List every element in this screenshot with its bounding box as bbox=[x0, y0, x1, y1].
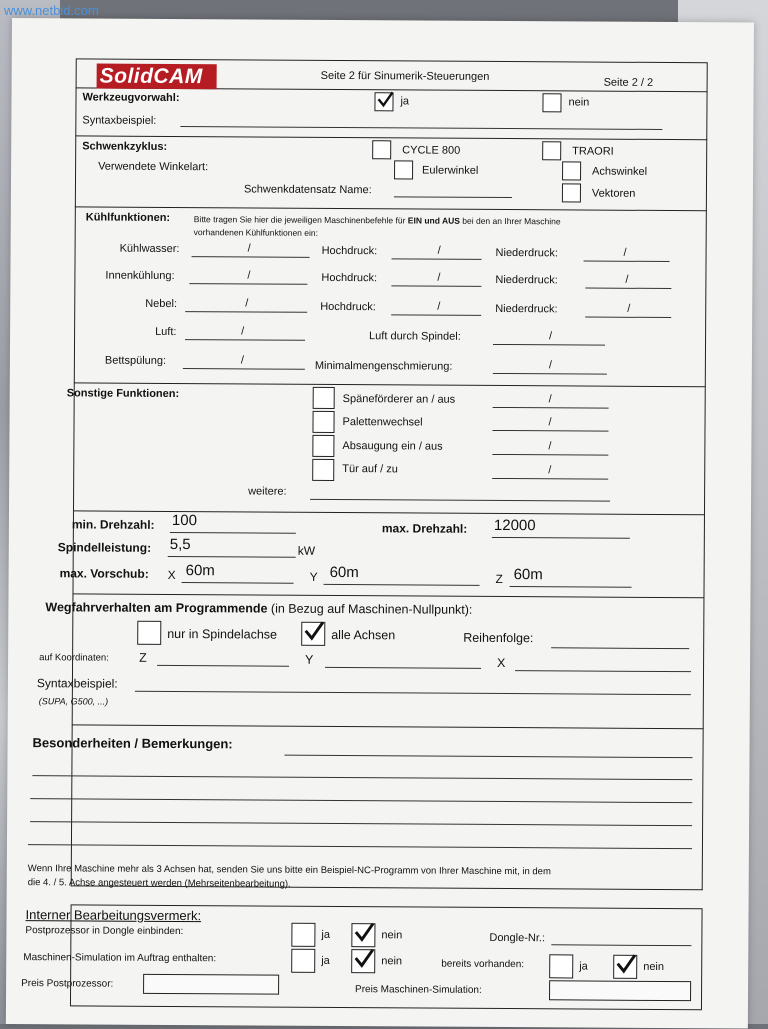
max-drehzahl-label: max. Drehzahl: bbox=[381, 521, 468, 536]
dongle-field[interactable] bbox=[551, 944, 691, 946]
mms-field[interactable] bbox=[493, 373, 607, 375]
postprozessor-ja-label: ja bbox=[321, 928, 331, 941]
wegfahr-syntax-field[interactable] bbox=[135, 691, 691, 695]
form-body bbox=[21, 58, 708, 1017]
eulerwinkel-checkbox[interactable] bbox=[394, 160, 413, 179]
sonstige-label: Sonstige Funktionen: bbox=[66, 387, 180, 401]
vorschub-z-axis: Z bbox=[495, 571, 503, 587]
innenkuehlung-field[interactable] bbox=[189, 283, 307, 285]
simulation-nein-label: nein bbox=[381, 955, 403, 968]
hochdruck-2-label: Hochdruck: bbox=[321, 271, 378, 285]
postprozessor-ja-checkbox[interactable] bbox=[291, 923, 315, 947]
schwenkzyklus-section bbox=[75, 136, 707, 211]
kuehl-note-line1: Bitte tragen Sie hier die jeweiligen Maschinenbefehle für EIN und AUS bei den an Ihrer Maschine bbox=[193, 214, 561, 227]
dongle-label: Dongle-Nr.: bbox=[489, 931, 546, 945]
werkzeug-nein-label: nein bbox=[568, 96, 590, 109]
intern-section bbox=[21, 904, 703, 1010]
vorschub-z-field[interactable] bbox=[510, 586, 632, 588]
mms-label: Minimalmengenschmierung: bbox=[314, 359, 453, 373]
absaugung-field[interactable] bbox=[492, 454, 608, 456]
absaugung-label: Absaugung ein / aus bbox=[342, 440, 443, 453]
vorhanden-nein-label: nein bbox=[643, 960, 665, 974]
nur-spindelachse-checkbox[interactable] bbox=[137, 621, 161, 645]
min-drehzahl-label: min. Drehzahl: bbox=[71, 517, 155, 532]
achswinkel-label: Achswinkel bbox=[592, 165, 648, 178]
werkzeug-syntax-field[interactable] bbox=[180, 126, 662, 130]
bettspuelung-label: Bettspülung: bbox=[104, 354, 167, 367]
page-title: Seite 2 für Sinumerik-Steuerungen bbox=[320, 69, 490, 83]
niederdruck-1-label: Niederdruck: bbox=[495, 246, 558, 260]
spindelleistung-field[interactable] bbox=[168, 556, 296, 558]
simulation-ja-checkbox[interactable] bbox=[291, 949, 315, 973]
spaene-label: Späneförderer an / aus bbox=[342, 393, 456, 406]
bemerkungen-line-3[interactable] bbox=[30, 798, 692, 803]
reihenfolge-field[interactable] bbox=[551, 647, 689, 649]
niederdruck-3-field[interactable] bbox=[585, 317, 671, 319]
hochdruck-1-label: Hochdruck: bbox=[321, 244, 378, 258]
niederdruck-2-slash: / bbox=[625, 273, 629, 286]
kuehlwasser-field[interactable] bbox=[192, 256, 310, 258]
vorschub-x-axis: X bbox=[167, 567, 176, 583]
simulation-ja-label: ja bbox=[321, 954, 330, 967]
vorhanden-ja-checkbox[interactable] bbox=[549, 954, 573, 978]
preis-simulation-label: Preis Maschinen-Simulation: bbox=[355, 984, 482, 996]
innenkuehlung-label: Innenkühlung: bbox=[105, 269, 175, 282]
palette-slash: / bbox=[548, 416, 552, 429]
intern-label: Interner Bearbeitungsvermerk: bbox=[25, 907, 202, 924]
bemerkungen-line-1[interactable] bbox=[284, 755, 692, 758]
simulation-label: Maschinen-Simulation im Auftrag enthalten: bbox=[23, 952, 217, 965]
weitere-label: weitere: bbox=[248, 485, 287, 498]
nebel-slash: / bbox=[245, 297, 249, 310]
niederdruck-1-slash: / bbox=[623, 246, 627, 259]
reihenfolge-label: Reihenfolge: bbox=[463, 630, 534, 646]
werkzeug-syntax-label: Syntaxbeispiel: bbox=[82, 114, 157, 127]
hochdruck-3-field[interactable] bbox=[391, 314, 481, 316]
preis-postprozessor-label: Preis Postprozessor: bbox=[21, 978, 114, 990]
vorschub-y-value[interactable]: 60m bbox=[329, 563, 359, 582]
koord-x-label: X bbox=[497, 655, 506, 671]
traori-checkbox[interactable] bbox=[542, 141, 561, 160]
mehrachsen-note-1: Wenn Ihre Maschine mehr als 3 Achsen hat, senden Sie uns bitte ein Beispiel-NC-Programm von Ihrer Maschine mit, in dem bbox=[27, 863, 551, 878]
vorhanden-ja-label: ja bbox=[579, 960, 588, 973]
wegfahr-syntax-hint: (SUPA, G500, ...) bbox=[38, 696, 109, 707]
koord-z-field[interactable] bbox=[157, 665, 289, 667]
niederdruck-1-field[interactable] bbox=[584, 260, 670, 262]
solidcam-logo: SolidCAM bbox=[97, 64, 217, 90]
kuehlwasser-label: Kühlwasser: bbox=[119, 242, 180, 256]
koordinaten-label: auf Koordinaten: bbox=[39, 652, 109, 664]
mms-slash: / bbox=[548, 359, 552, 372]
kuehlfunktionen-section bbox=[74, 207, 707, 387]
niederdruck-3-label: Niederdruck: bbox=[495, 302, 558, 316]
koord-y-field[interactable] bbox=[325, 667, 481, 669]
mehrachsen-note-2: die 4. / 5. Achse angesteuert werden (Mehrseitenbearbeitung). bbox=[27, 877, 291, 890]
werkzeug-ja-label: ja bbox=[400, 95, 410, 108]
spaene-checkbox[interactable] bbox=[313, 387, 335, 409]
kuehlwasser-slash: / bbox=[247, 242, 251, 255]
alle-achsen-label: alle Achsen bbox=[331, 627, 396, 643]
niederdruck-2-label: Niederdruck: bbox=[495, 273, 558, 287]
max-drehzahl-field[interactable] bbox=[492, 537, 630, 539]
spaene-slash: / bbox=[548, 393, 552, 406]
max-vorschub-label: max. Vorschub: bbox=[59, 566, 149, 581]
achswinkel-checkbox[interactable] bbox=[562, 161, 581, 180]
hochdruck-1-slash: / bbox=[437, 244, 441, 257]
hochdruck-2-field[interactable] bbox=[391, 285, 481, 287]
bemerkungen-line-5[interactable] bbox=[28, 844, 692, 849]
wegfahr-syntax-label: Syntaxbeispiel: bbox=[36, 676, 118, 691]
werkzeugvorwahl-label: Werkzeugvorwahl: bbox=[82, 91, 180, 105]
cycle800-label: CYCLE 800 bbox=[402, 144, 461, 157]
wegfahr-label: Wegfahrverhalten am Programmende (in Bezug auf Maschinen-Nullpunkt): bbox=[45, 600, 473, 617]
page-number: Seite 2 / 2 bbox=[603, 76, 654, 89]
winkelart-label: Verwendete Winkelart: bbox=[98, 160, 209, 174]
vorhanden-label: bereits vorhanden: bbox=[441, 958, 525, 971]
form-sheet bbox=[6, 18, 754, 1029]
palette-label: Palettenwechsel bbox=[342, 416, 423, 429]
bemerkungen-section bbox=[27, 725, 704, 890]
palette-field[interactable] bbox=[492, 430, 608, 432]
tuer-slash: / bbox=[548, 464, 552, 477]
bemerkungen-line-4[interactable] bbox=[30, 821, 692, 826]
eulerwinkel-label: Eulerwinkel bbox=[422, 164, 479, 177]
luft-slash: / bbox=[241, 325, 245, 338]
nur-spindelachse-label: nur in Spindelachse bbox=[167, 626, 278, 642]
check-icon bbox=[353, 921, 375, 943]
drehzahl-section bbox=[57, 511, 704, 598]
koord-y-label: Y bbox=[305, 652, 314, 667]
vorschub-x-value[interactable]: 60m bbox=[185, 562, 215, 580]
niederdruck-3-slash: / bbox=[627, 302, 631, 315]
vorschub-z-value[interactable]: 60m bbox=[513, 566, 543, 584]
schwenkdatensatz-field[interactable] bbox=[394, 196, 512, 198]
hochdruck-2-slash: / bbox=[437, 271, 441, 284]
check-icon bbox=[615, 953, 637, 975]
vorschub-x-field[interactable] bbox=[182, 582, 294, 584]
kuehlfunktionen-label: Kühlfunktionen: bbox=[85, 211, 171, 224]
koord-x-field[interactable] bbox=[515, 670, 691, 672]
tuer-checkbox[interactable] bbox=[312, 459, 334, 481]
werkzeug-nein-checkbox[interactable] bbox=[542, 93, 561, 112]
alle-achsen-checkbox[interactable] bbox=[301, 622, 325, 646]
sonstige-section bbox=[66, 383, 706, 515]
nebel-field[interactable] bbox=[185, 311, 307, 313]
check-icon bbox=[353, 947, 375, 969]
niederdruck-2-field[interactable] bbox=[585, 288, 671, 290]
luft-spindel-slash: / bbox=[549, 330, 553, 343]
preis-postprozessor-field[interactable] bbox=[143, 974, 279, 995]
spindelleistung-unit: kW bbox=[297, 543, 316, 558]
luft-label: Luft: bbox=[155, 325, 177, 339]
watermark: www.netbid.com bbox=[4, 3, 99, 18]
vektoren-label: Vektoren bbox=[591, 187, 636, 200]
nebel-label: Nebel: bbox=[145, 297, 178, 311]
max-drehzahl-value[interactable]: 12000 bbox=[493, 516, 536, 535]
vorschub-y-field[interactable] bbox=[324, 584, 480, 586]
check-icon bbox=[376, 90, 394, 108]
bettspuelung-field[interactable] bbox=[183, 368, 305, 370]
palette-checkbox[interactable] bbox=[312, 411, 334, 433]
spindelleistung-label: Spindelleistung: bbox=[57, 540, 152, 555]
hochdruck-3-slash: / bbox=[437, 300, 441, 313]
postprozessor-label: Postprozessor in Dongle einbinden: bbox=[25, 925, 184, 938]
werkzeugvorwahl-section bbox=[75, 87, 707, 140]
bettspuelung-slash: / bbox=[240, 354, 245, 367]
bemerkungen-line-2[interactable] bbox=[32, 775, 692, 780]
vektoren-checkbox[interactable] bbox=[562, 183, 581, 202]
postprozessor-nein-checkbox[interactable] bbox=[351, 923, 375, 947]
postprozessor-nein-label: nein bbox=[381, 929, 403, 942]
spindelleistung-value[interactable]: 5,5 bbox=[169, 535, 191, 554]
werkzeug-ja-checkbox[interactable] bbox=[374, 92, 393, 111]
koord-z-label: Z bbox=[139, 650, 147, 665]
hochdruck-3-label: Hochdruck: bbox=[320, 300, 376, 314]
weitere-field[interactable] bbox=[310, 499, 610, 502]
tuer-field[interactable] bbox=[492, 478, 608, 480]
luft-spindel-label: Luft durch Spindel: bbox=[369, 330, 461, 343]
tuer-label: Tür auf / zu bbox=[342, 463, 398, 476]
schwenkdatensatz-label: Schwenkdatensatz Name: bbox=[243, 183, 372, 197]
spaene-field[interactable] bbox=[493, 407, 609, 409]
luft-spindel-field[interactable] bbox=[493, 344, 605, 346]
simulation-nein-checkbox[interactable] bbox=[351, 949, 375, 973]
innenkuehlung-slash: / bbox=[247, 269, 251, 282]
preis-simulation-field[interactable] bbox=[549, 980, 691, 1001]
bemerkungen-label: Besonderheiten / Bemerkungen: bbox=[32, 735, 233, 752]
hochdruck-1-field[interactable] bbox=[392, 258, 482, 260]
wegfahr-section bbox=[36, 594, 705, 729]
absaugung-slash: / bbox=[548, 440, 552, 453]
kuehl-note-line2: vorhandenen Kühlfunktionen ein: bbox=[193, 227, 319, 238]
schwenkzyklus-label: Schwenkzyklus: bbox=[82, 140, 168, 153]
check-icon bbox=[303, 620, 325, 642]
vorhanden-nein-checkbox[interactable] bbox=[613, 955, 637, 979]
luft-field[interactable] bbox=[185, 339, 305, 341]
cycle800-checkbox[interactable] bbox=[372, 140, 391, 159]
min-drehzahl-field[interactable] bbox=[170, 532, 296, 534]
vorschub-y-axis: Y bbox=[309, 569, 318, 584]
min-drehzahl-value[interactable]: 100 bbox=[171, 511, 198, 530]
traori-label: TRAORI bbox=[572, 145, 614, 158]
absaugung-checkbox[interactable] bbox=[312, 435, 334, 457]
